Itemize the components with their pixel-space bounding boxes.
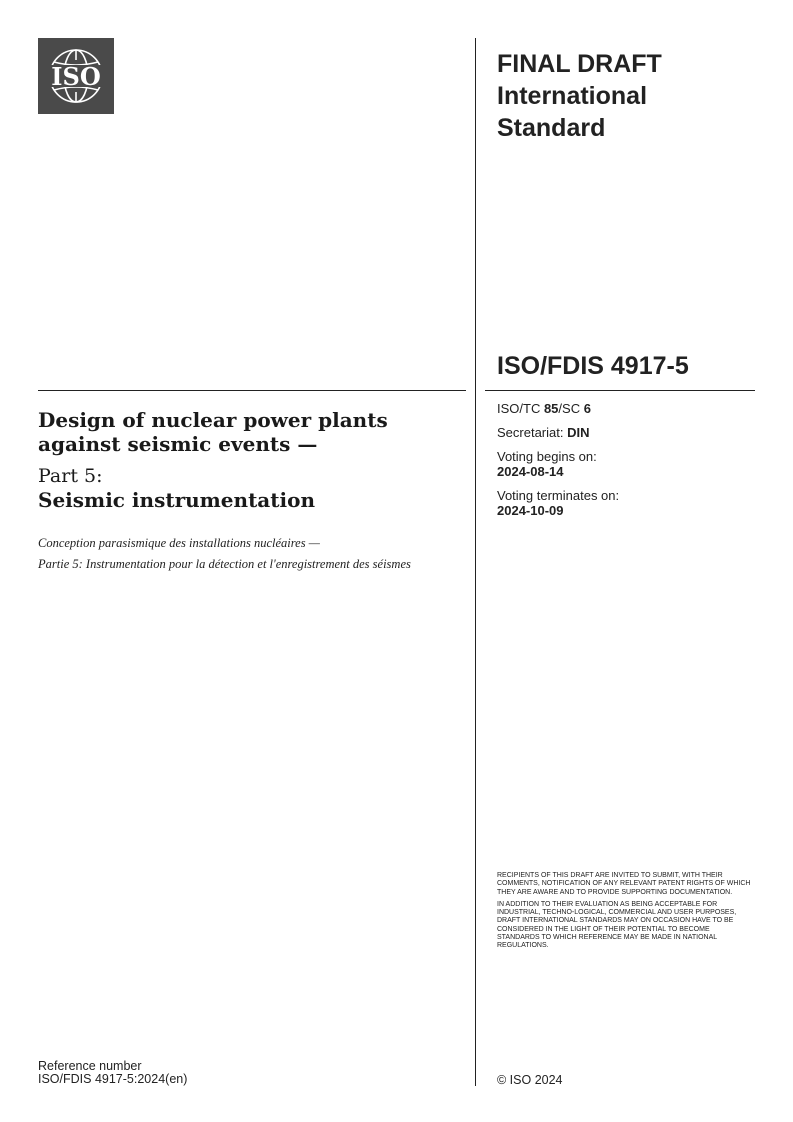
reference-value: ISO/FDIS 4917-5:2024(en) (38, 1072, 188, 1086)
vertical-divider (475, 38, 476, 1086)
status-line-2: International (497, 82, 648, 110)
title-block (38, 408, 458, 512)
document-metadata (497, 401, 757, 527)
french-title-line-1: Conception parasismique des installations nucléaires — (38, 536, 320, 550)
committee-tc: 85 (543, 401, 559, 416)
voting-terminates-label: Voting terminates on: (497, 488, 620, 503)
draft-notice (497, 872, 753, 955)
horizontal-divider-right (485, 390, 755, 391)
voting-begins (497, 449, 757, 479)
status-line-3: Standard (497, 114, 606, 142)
copyright: © ISO 2024 (497, 1073, 563, 1087)
part-title: Seismic instrumentation (38, 488, 315, 512)
reference-number (38, 1060, 187, 1086)
document-number: ISO/FDIS 4917-5 (497, 352, 689, 380)
reference-label: Reference number (38, 1059, 142, 1073)
main-title (38, 408, 458, 456)
status-line-1: FINAL DRAFT (497, 50, 662, 78)
committee-sc: 6 (583, 401, 591, 416)
voting-begins-label: Voting begins on: (497, 449, 597, 464)
notice-paragraph-2: IN ADDITION TO THEIR EVALUATION AS BEING ACCEPTABLE FOR INDUSTRIAL, TECHNO-LOGICAL, COMMERCIAL AND USER PURPOSES, DRAFT INTERNATIONAL STANDARDS MAY ON OCCASION HAVE TO BE CONSIDERED IN THE LIGHT OF THEIR POTENTIAL TO BECOME STANDARDS TO WHICH REFERENCE MAY BE MADE IN NATIONAL REGULATIONS. (497, 900, 737, 950)
iso-globe-logo-icon (38, 38, 114, 114)
secretariat-value: DIN (567, 425, 590, 440)
secretariat: Secretariat: DIN (497, 425, 590, 440)
french-title-line-2: Partie 5: Instrumentation pour la détection et l'enregistrement des séismes (38, 557, 411, 571)
horizontal-divider-left (38, 390, 466, 391)
notice-paragraph-1: RECIPIENTS OF THIS DRAFT ARE INVITED TO SUBMIT, WITH THEIR COMMENTS, NOTIFICATION OF ANY RELEVANT PATENT RIGHTS OF WHICH THEY ARE AWARE AND TO PROVIDE SUPPORTING DOCUMENTATION. (497, 872, 751, 896)
french-title (38, 536, 438, 571)
voting-terminates (497, 488, 757, 518)
iso-logo (38, 38, 114, 114)
document-status (497, 48, 757, 144)
main-title-line-1: Design of nuclear power plants (38, 408, 388, 432)
committee: ISO/TC 85/SC 6 (497, 401, 591, 416)
voting-terminates-date: 2024-10-09 (497, 503, 564, 518)
part-label: Part 5: (38, 465, 103, 487)
voting-begins-date: 2024-08-14 (497, 464, 564, 479)
main-title-line-2: against seismic events — (38, 432, 318, 456)
iso-logo-text: ISO (51, 62, 101, 91)
